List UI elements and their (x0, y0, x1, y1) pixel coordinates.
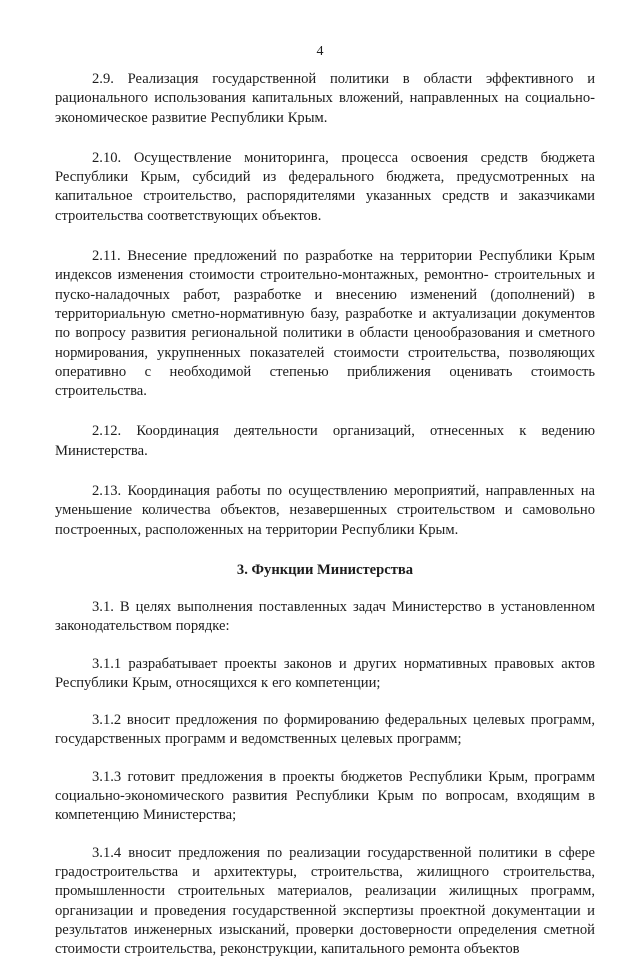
paragraph-3-1: 3.1. В целях выполнения поставленных задач Министерство в установленном законодательством порядке: (55, 598, 595, 635)
paragraph-3-1-1: 3.1.1 разрабатывает проекты законов и других нормативных правовых актов Республики Крым, относящихся к его компетенции; (55, 655, 595, 691)
section-heading: 3. Функции Министерства (236, 561, 414, 578)
paragraph-3-1-2: 3.1.2 вносит предложения по формированию федеральных целевых программ, государственных программ и ведомственных целевых программ; (55, 712, 595, 748)
paragraph-2-13: 2.13. Координация работы по осуществлению мероприятий, направленных на уменьшение количества объектов, незавершенных строительством и самовольно построенных, расположенных на территории Республики Крым. (55, 483, 595, 538)
paragraph-3-1-4: 3.1.4 вносит предложения по реализации государственной политики в сфере градостроительства и архитектуры, строительства, жилищного строительства, промышленности строительных материалов, реализации жилищных программ, организации и проведения государственной экспертизы проектной документации и результатов инженерных изысканий, проверки достоверности определения сметной стоимости строительства, реконструкции, капитального ремонта объектов (55, 844, 595, 958)
paragraph-2-9: 2.9. Реализация государственной политики в области эффективного и рационального использования капитальных вложений, направленных на социально-экономическое развитие Республики Крым. (55, 71, 595, 126)
paragraph-3-1-3: 3.1.3 готовит предложения в проекты бюджетов Республики Крым, программ социально-экономического развития Республики Крым по вопросам, входящим в компетенцию Министерства; (55, 768, 595, 824)
document-body (55, 70, 595, 977)
paragraph-2-12: 2.12. Координация деятельности организаций, отнесенных к ведению Министерства. (55, 423, 595, 459)
paragraph-2-10: 2.10. Осуществление мониторинга, процесса освоения средств бюджета Республики Крым, субсидий из федерального бюджета, предусмотренных на капитальное строительство, распорядителями указанных средств и заказчиками строительства соответствующих объектов. (55, 149, 595, 224)
page-number: 4 (316, 44, 324, 59)
paragraph-2-11: 2.11. Внесение предложений по разработке на территории Республики Крым индексов изменения стоимости строительно-монтажных, ремонтно- строительных и пуско-наладочных работ, разработке и внесению изменений (дополнений) в территориальную сметно-нормативную базу, разработке и актуализации документов по вопросу развития региональной политики в области ценообразования и сметного нормирования, укрупненных показателей стоимости строительства, позволяющих оперативно с необходимой степенью приближения оценивать стоимость строительства. (55, 248, 595, 400)
